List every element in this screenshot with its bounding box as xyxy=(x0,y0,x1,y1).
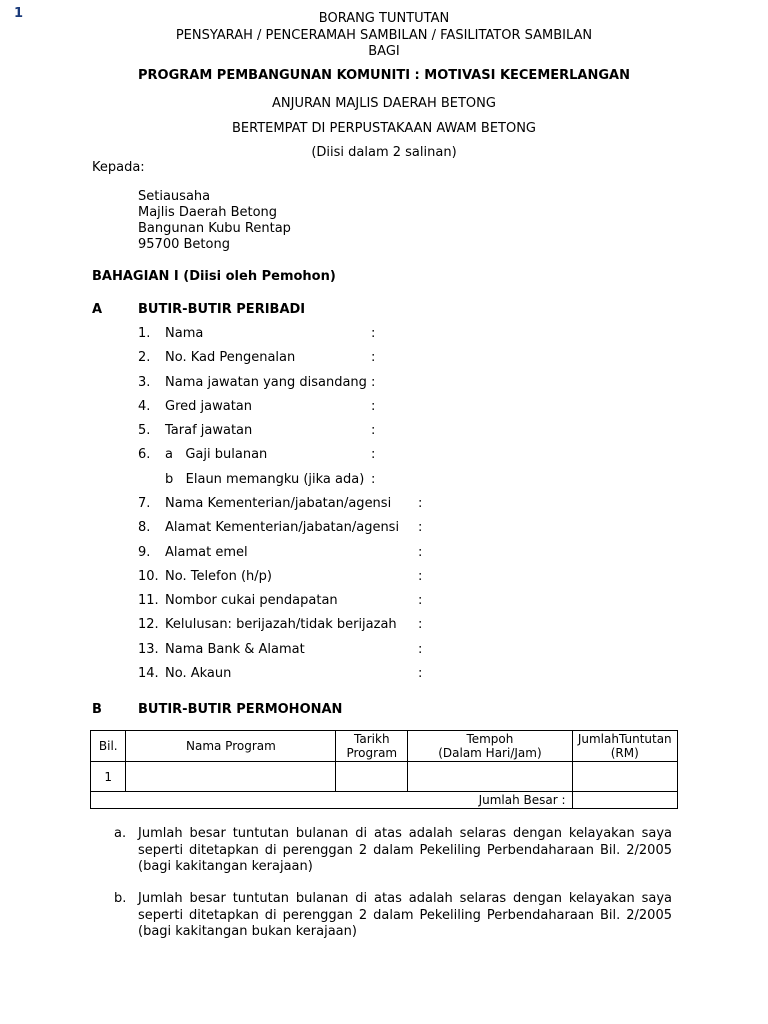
total-amount-cell[interactable] xyxy=(572,792,677,809)
col-header-program: Nama Program xyxy=(126,731,336,762)
col-header-date: Tarikh Program xyxy=(336,731,408,762)
item-colon: : xyxy=(371,447,376,462)
item-label: Alamat emel xyxy=(165,545,248,560)
part1-title: BAHAGIAN I (Diisi oleh Pemohon) xyxy=(92,269,336,284)
form-title: BORANG TUNTUTAN xyxy=(318,11,450,26)
item-colon: : xyxy=(418,666,423,681)
section-b-letter: B xyxy=(92,702,102,717)
item-label: a Gaji bulanan xyxy=(165,447,268,462)
declaration-letter: b. xyxy=(114,891,127,906)
address-line: Setiausaha xyxy=(138,189,211,204)
organizer-line: ANJURAN MAJLIS DAERAH BETONG xyxy=(272,96,496,111)
table-row xyxy=(91,762,678,792)
item-number: 1. xyxy=(138,326,151,341)
item-label: Taraf jawatan xyxy=(165,423,253,438)
item-label: Kelulusan: berijazah/tidak berijazah xyxy=(165,617,397,632)
item-label: No. Akaun xyxy=(165,666,232,681)
item-number: 13. xyxy=(138,642,159,657)
item-colon: : xyxy=(418,642,423,657)
item-label: Alamat Kementerian/jabatan/agensi xyxy=(165,520,400,535)
item-number: 4. xyxy=(138,399,151,414)
item-colon: : xyxy=(418,520,423,535)
item-colon: : xyxy=(418,496,423,511)
claim-table xyxy=(90,730,678,809)
address-line: 95700 Betong xyxy=(138,237,230,252)
address-line: Bangunan Kubu Rentap xyxy=(138,221,291,236)
item-colon: : xyxy=(371,326,376,341)
address-line: Majlis Daerah Betong xyxy=(138,205,278,220)
item-number: 14. xyxy=(138,666,159,681)
declaration-letter: a. xyxy=(114,826,127,841)
section-b-title: BUTIR-BUTIR PERMOHONAN xyxy=(138,702,343,717)
row-duration-cell[interactable] xyxy=(408,762,572,792)
item-number: 10. xyxy=(138,569,159,584)
item-number: 2. xyxy=(138,350,151,365)
item-colon: : xyxy=(371,350,376,365)
col-header-bil: Bil. xyxy=(91,731,126,762)
form-bagi: BAGI xyxy=(368,44,400,59)
item-label: Nama Bank & Alamat xyxy=(165,642,305,657)
item-label: Nama Kementerian/jabatan/agensi xyxy=(165,496,392,511)
venue-line: BERTEMPAT DI PERPUSTAKAAN AWAM BETONG xyxy=(231,121,537,136)
declaration-text: Jumlah besar tuntutan bulanan di atas adalah selaras dengan kelayakan saya seperti ditetapkan di perenggan 2 dalam Pekeliling Perbendaharaan Bil. 2/2005 (bagi kakitangan bukan kerajaan) xyxy=(138,891,672,939)
form-subtitle: PENSYARAH / PENCERAMAH SAMBILAN / FASILITATOR SAMBILAN xyxy=(175,28,593,43)
addressee-label: Kepada: xyxy=(92,160,145,175)
item-colon: : xyxy=(371,375,376,390)
page-number: 1 xyxy=(14,6,24,21)
item-label: Nombor cukai pendapatan xyxy=(165,593,338,608)
item-colon: : xyxy=(418,545,423,560)
section-a-title: BUTIR-BUTIR PERIBADI xyxy=(138,302,306,317)
item-colon: : xyxy=(418,617,423,632)
item-colon: : xyxy=(371,472,376,487)
item-number: 8. xyxy=(138,520,151,535)
col-header-amount: JumlahTuntutan (RM) xyxy=(572,731,677,762)
item-label: Nama xyxy=(165,326,204,341)
total-label: Jumlah Besar : xyxy=(91,792,573,809)
item-label: Nama jawatan yang disandang xyxy=(165,375,367,390)
table-header-row xyxy=(91,731,678,762)
item-number: 11. xyxy=(138,593,159,608)
col-header-duration: Tempoh (Dalam Hari/Jam) xyxy=(408,731,572,762)
row-amount-cell[interactable] xyxy=(572,762,677,792)
row-bil: 1 xyxy=(91,762,126,792)
item-number: 9. xyxy=(138,545,151,560)
declaration-text: Jumlah besar tuntutan bulanan di atas adalah selaras dengan kelayakan saya seperti ditetapkan di perenggan 2 dalam Pekeliling Perbendaharaan Bil. 2/2005 (bagi kakitangan kerajaan) xyxy=(138,826,672,874)
copies-note: (Diisi dalam 2 salinan) xyxy=(311,145,457,160)
item-colon: : xyxy=(418,569,423,584)
item-number: 6. xyxy=(138,447,151,462)
item-label: b Elaun memangku (jika ada) xyxy=(165,472,365,487)
item-colon: : xyxy=(371,423,376,438)
row-program-cell[interactable] xyxy=(126,762,336,792)
program-title: PROGRAM PEMBANGUNAN KOMUNITI : MOTIVASI KECEMERLANGAN xyxy=(138,68,630,83)
item-label: Gred jawatan xyxy=(165,399,252,414)
item-number: 12. xyxy=(138,617,159,632)
item-number: 5. xyxy=(138,423,151,438)
item-label: No. Telefon (h/p) xyxy=(165,569,272,584)
item-colon: : xyxy=(371,399,376,414)
row-date-cell[interactable] xyxy=(336,762,408,792)
total-row xyxy=(91,792,678,809)
item-number: 7. xyxy=(138,496,151,511)
item-label: No. Kad Pengenalan xyxy=(165,350,296,365)
item-number: 3. xyxy=(138,375,151,390)
section-a-letter: A xyxy=(92,302,103,317)
item-colon: : xyxy=(418,593,423,608)
